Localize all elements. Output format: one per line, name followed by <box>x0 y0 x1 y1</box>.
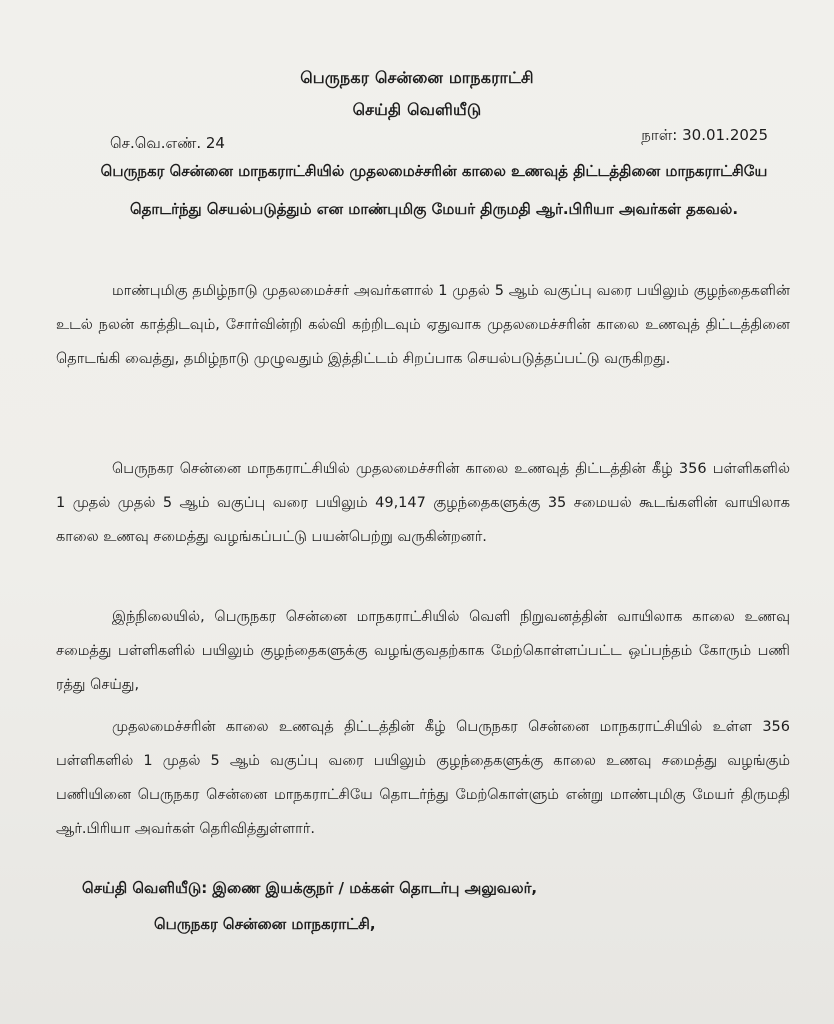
body-paragraph-4: முதலமைச்சரின் காலை உணவுத் திட்டத்தின் கீழ் பெருநகர சென்னை மாநகராட்சியில் உள்ள 356 பள்ளிகளில் 1 முதல் 5 ஆம் வகுப்பு வரை பயிலும் குழந்தைகளுக்கு காலை உணவு சமைத்து வழங்கும் பணியினை பெருநகர சென்னை மாநகராட்சியே தொடர்ந்து மேற்கொள்ளும் என்று மாண்புமிகு மேயர் திருமதி ஆர்.பிரியா அவர்கள் தெரிவித்துள்ளார். <box>56 719 790 837</box>
document-header <box>0 62 834 126</box>
body-paragraph-2: பெருநகர சென்னை மாநகராட்சியில் முதலமைச்சரின் காலை உணவுத் திட்டத்தின் கீழ் 356 பள்ளிகளில் 1 முதல் முதல் 5 ஆம் வகுப்பு வரை பயிலும் 49,147 குழந்தைகளுக்கு 35 சமையல் கூடங்களின் வாயிலாக காலை உணவு சமைத்து வழங்கப்பட்டு பயன்பெற்று வருகின்றனர். <box>56 461 790 545</box>
organization-name: பெருநகர சென்னை மாநகராட்சி <box>300 68 534 87</box>
issuer-footer <box>82 870 794 942</box>
document-type: செய்தி வெளியீடு <box>352 100 482 119</box>
body-paragraph-1: மாண்புமிகு தமிழ்நாடு முதலமைச்சர் அவர்களால் 1 முதல் 5 ஆம் வகுப்பு வரை பயிலும் குழந்தைகளின் உடல் நலன் காத்திடவும், சோர்வின்றி கல்வி கற்றிடவும் ஏதுவாக முதலமைச்சரின் காலை உணவுத் திட்டத்தினை தொடங்கி வைத்து, தமிழ்நாடு முழுவதும் இத்திட்டம் சிறப்பாக செயல்படுத்தப்பட்டு வருகிறது. <box>56 283 790 367</box>
issuer-organization: பெருநகர சென்னை மாநகராட்சி, <box>154 915 376 933</box>
issuer-designation: செய்தி வெளியீடு: இணை இயக்குநர் / மக்கள் தொடர்பு அலுவலர், <box>82 879 538 897</box>
lead-headline: பெருநகர சென்னை மாநகராட்சியில் முதலமைச்சரின் காலை உணவுத் திட்டத்தினை மாநகராட்சியே தொடர்ந்து செயல்படுத்தும் என மாண்புமிகு மேயர் திருமதி ஆர்.பிரியா அவர்கள் தகவல். <box>100 162 768 218</box>
reference-number: செ.வெ.எண். 24 <box>110 134 225 152</box>
release-date: நாள்: 30.01.2025 <box>641 126 768 144</box>
body-paragraph-3: இந்நிலையில், பெருநகர சென்னை மாநகராட்சியில் வெளி நிறுவனத்தின் வாயிலாக காலை உணவு சமைத்து பள்ளிகளில் பயிலும் குழந்தைகளுக்கு வழங்குவதற்காக மேற்கொள்ளப்பட்ட ஒப்பந்தம் கோரும் பணி ரத்து செய்து, <box>56 609 790 693</box>
